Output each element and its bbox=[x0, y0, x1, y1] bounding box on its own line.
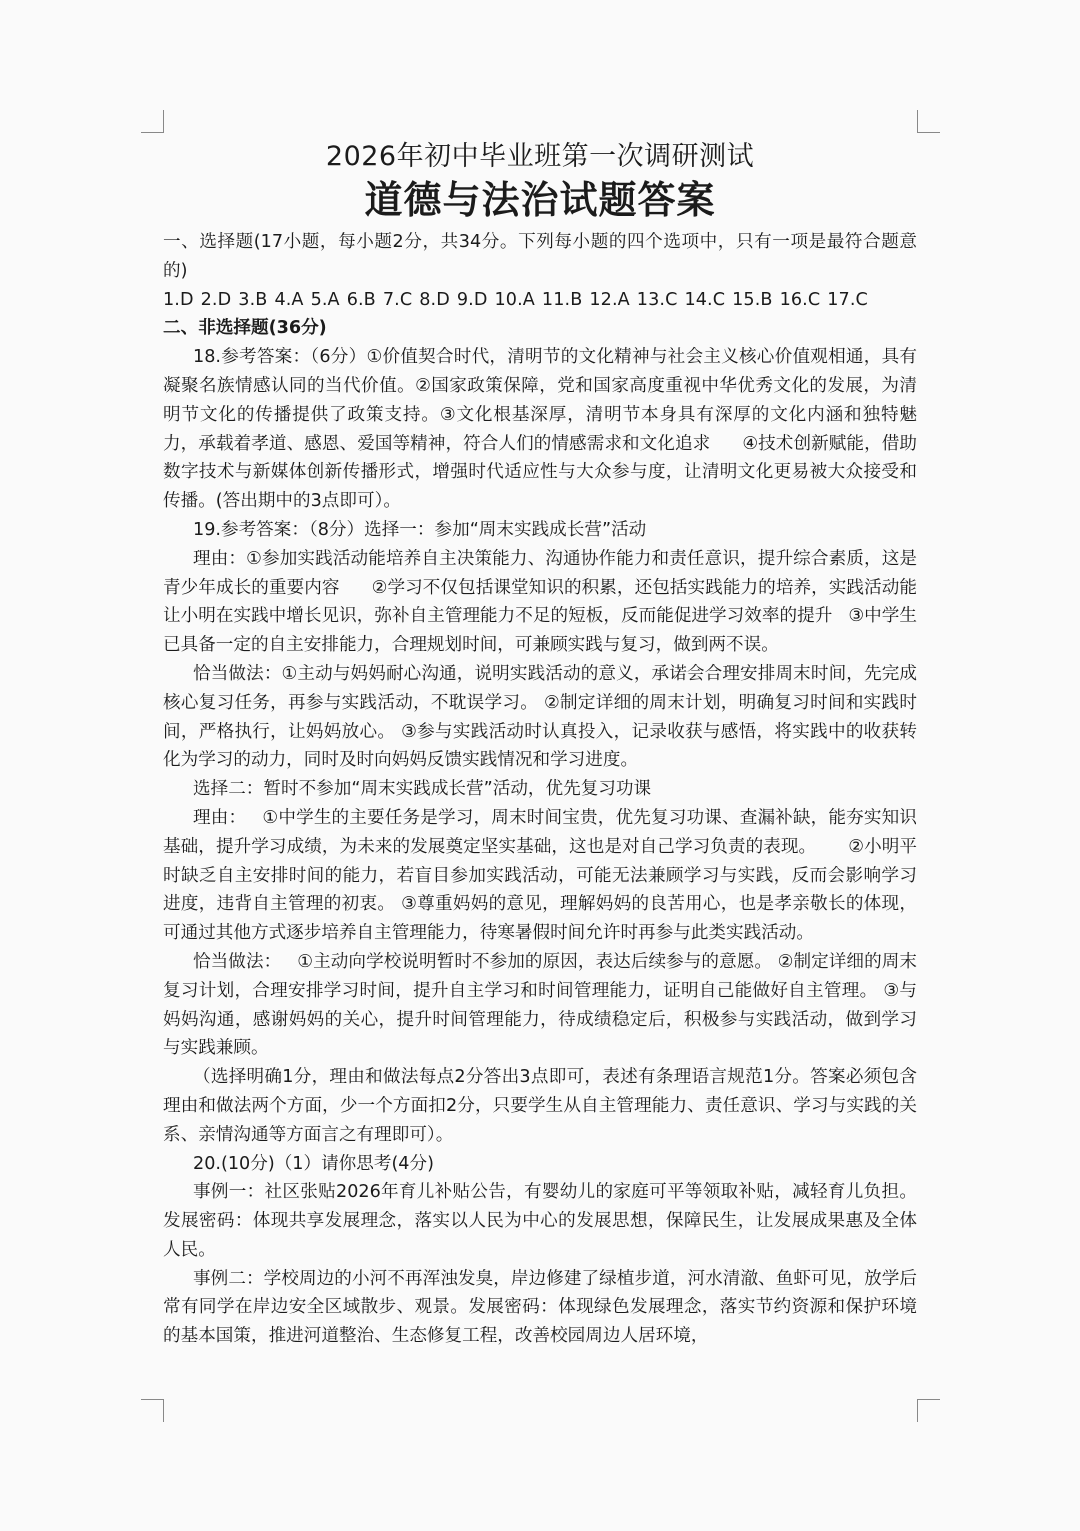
q20-heading: 20.(10分)（1）请你思考(4分) bbox=[193, 1153, 434, 1174]
q19-reason1-c: ③中学生已具备一定的自主安排能力，合理规划时间，可兼顾实践与复习，做到两不误。 bbox=[163, 606, 917, 656]
exam-title: 2026年初中毕业班第一次调研测试 bbox=[325, 141, 755, 172]
q19-reason1 bbox=[163, 545, 917, 660]
answer-item: 3.B bbox=[238, 289, 268, 310]
answer-item: 6.B bbox=[346, 289, 376, 310]
subject-title bbox=[163, 176, 917, 224]
answer-item: 17.C bbox=[827, 289, 868, 310]
subject-title-answer: 答案 bbox=[637, 178, 716, 222]
section1-heading: 一、选择题(17小题，每小题2分，共34分。下列每小题的四个选项中，只有一项是最符合题意的) bbox=[163, 232, 917, 281]
q19-reason1-b: ②学习不仅包括课堂知识的积累，还包括实践能力的培养，实践活动能让小明在实践中增长见识，弥补自主管理能力不足的短板，反而能促进学习效率的提升 bbox=[163, 577, 917, 627]
answer-item: 11.B bbox=[541, 289, 583, 310]
answer-item: 4.A bbox=[274, 289, 304, 310]
q19-reason2-label: 理由： bbox=[193, 807, 247, 828]
answer-item: 16.C bbox=[779, 289, 821, 310]
q18-part2: ④技术创新赋能，借助数字技术与新媒体创新传播形式，增强时代适应性与大众参与度，让清明文化更易被大众接受和传播。(答出期中的3点即可）。 bbox=[163, 433, 917, 512]
q19-method2-text: ①主动向学校说明暂时不参加的原因，表达后续参与的意愿。 ②制定详细的周末复习计划，合理安排学习时间，提升自主学习和时间管理能力，证明自己能做好自主管理。 ③与妈妈沟通，感谢妈妈的关心，提升时间管理能力，待成绩稳定后，积极参与实践活动，做到学习与实践兼顾。 bbox=[163, 951, 917, 1059]
crop-mark-bottom-left bbox=[141, 1399, 164, 1422]
q19-method1: 恰当做法：①主动与妈妈耐心沟通，说明实践活动的意义，承诺会合理安排周末时间，先完成核心复习任务，再参与实践活动，不耽误学习。 ②制定详细的周末计划，明确复习时间和实践时间，严格执行，让妈妈放心。 ③参与实践活动时认真投入，记录收获与感悟，将实践中的收获转化为学习的动力，同时及时向妈妈反馈实践情况和学习进度。 bbox=[163, 663, 917, 771]
crop-mark-top-right bbox=[917, 110, 940, 133]
section2-heading: 二、非选择题(36分) bbox=[163, 318, 327, 339]
q19-scoring-note: （选择明确1分，理由和做法每点2分答出3点即可，表述有条理语言规范1分。答案必须包含理由和做法两个方面，少一个方面扣2分，只要学生从自主管理能力、责任意识、学习与实践的关系、亲情沟通等方面言之有理即可）。 bbox=[163, 1067, 917, 1145]
q19-reason2-b: ②小明平时缺乏自主安排时间的能力，若盲目参加实践活动，可能无法兼顾学习与实践，反而会影响学习进度，违背自主管理的初衷。 ③尊重妈妈的意见，理解妈妈的良苦用心，也是孝亲敬长的体现，可通过其他方式逐步培养自主管理能力，待寒暑假时间允许时再参与此类实践活动。 bbox=[163, 836, 917, 944]
q20-case1: 事例一：社区张贴2026年育儿补贴公告，有婴幼儿的家庭可平等领取补贴，减轻育儿负担。发展密码：体现共享发展理念，落实以人民为中心的发展思想，保障民生，让发展成果惠及全体人民。 bbox=[163, 1182, 917, 1260]
q20-case2: 事例二：学校周边的小河不再浑浊发臭，岸边修建了绿植步道，河水清澈、鱼虾可见，放学后常有同学在岸边安全区域散步、观景。发展密码：体现绿色发展理念，落实节约资源和保护环境的基本国策，推进河道整治、生态修复工程，改善校园周边人居环境， bbox=[163, 1268, 917, 1347]
answer-item: 9.D bbox=[456, 289, 488, 310]
answer-item: 5.A bbox=[310, 289, 340, 310]
answer-item: 7.C bbox=[382, 289, 413, 310]
q18-answer bbox=[163, 343, 917, 516]
answer-item: 15.B bbox=[732, 289, 773, 310]
crop-mark-bottom-right bbox=[917, 1399, 940, 1422]
document-body bbox=[163, 138, 917, 1351]
choice-answers bbox=[163, 286, 917, 315]
subject-title-main: 道德与法治试题 bbox=[364, 178, 638, 222]
q19-option2: 选择二：暂时不参加“周末实践成长营”活动，优先复习功课 bbox=[193, 779, 652, 800]
answer-item: 2.D bbox=[200, 289, 232, 310]
answer-item: 10.A bbox=[494, 289, 535, 310]
q19-reason1-a: 理由：①参加实践活动能培养自主决策能力、沟通协作能力和责任意识，提升综合素质，这是青少年成长的重要内容 bbox=[163, 548, 917, 598]
answer-item: 1.D bbox=[163, 289, 194, 310]
crop-mark-top-left bbox=[141, 110, 164, 133]
q19-reason2-a: ①中学生的主要任务是学习，周末时间宝贵，优先复习功课、查漏补缺，能夯实知识基础，提升学习成绩，为未来的发展奠定坚实基础，这也是对自己学习负责的表现。 bbox=[163, 807, 917, 857]
answer-item: 8.D bbox=[419, 289, 450, 310]
q19-heading: 19.参考答案：（8分）选择一：参加“周末实践成长营”活动 bbox=[193, 519, 647, 540]
q18-part1: 18.参考答案：（6分）①价值契合时代，清明节的文化精神与社会主义核心价值观相通，具有凝聚名族情感认同的当代价值。②国家政策保障，党和国家高度重视中华优秀文化的发展，为清明节文化的传播提供了政策支持。③文化根基深厚，清明节本身具有深厚的文化内涵和独特魅力，承载着孝道、感恩、爱国等精神，符合人们的情感需求和文化追求 bbox=[163, 347, 917, 454]
q19-reason2 bbox=[163, 804, 917, 948]
q19-method2-label: 恰当做法： bbox=[193, 951, 282, 972]
answer-item: 13.C bbox=[636, 289, 678, 310]
answer-item: 14.C bbox=[684, 289, 726, 310]
q19-method2 bbox=[163, 948, 917, 1063]
answer-item: 12.A bbox=[589, 289, 630, 310]
